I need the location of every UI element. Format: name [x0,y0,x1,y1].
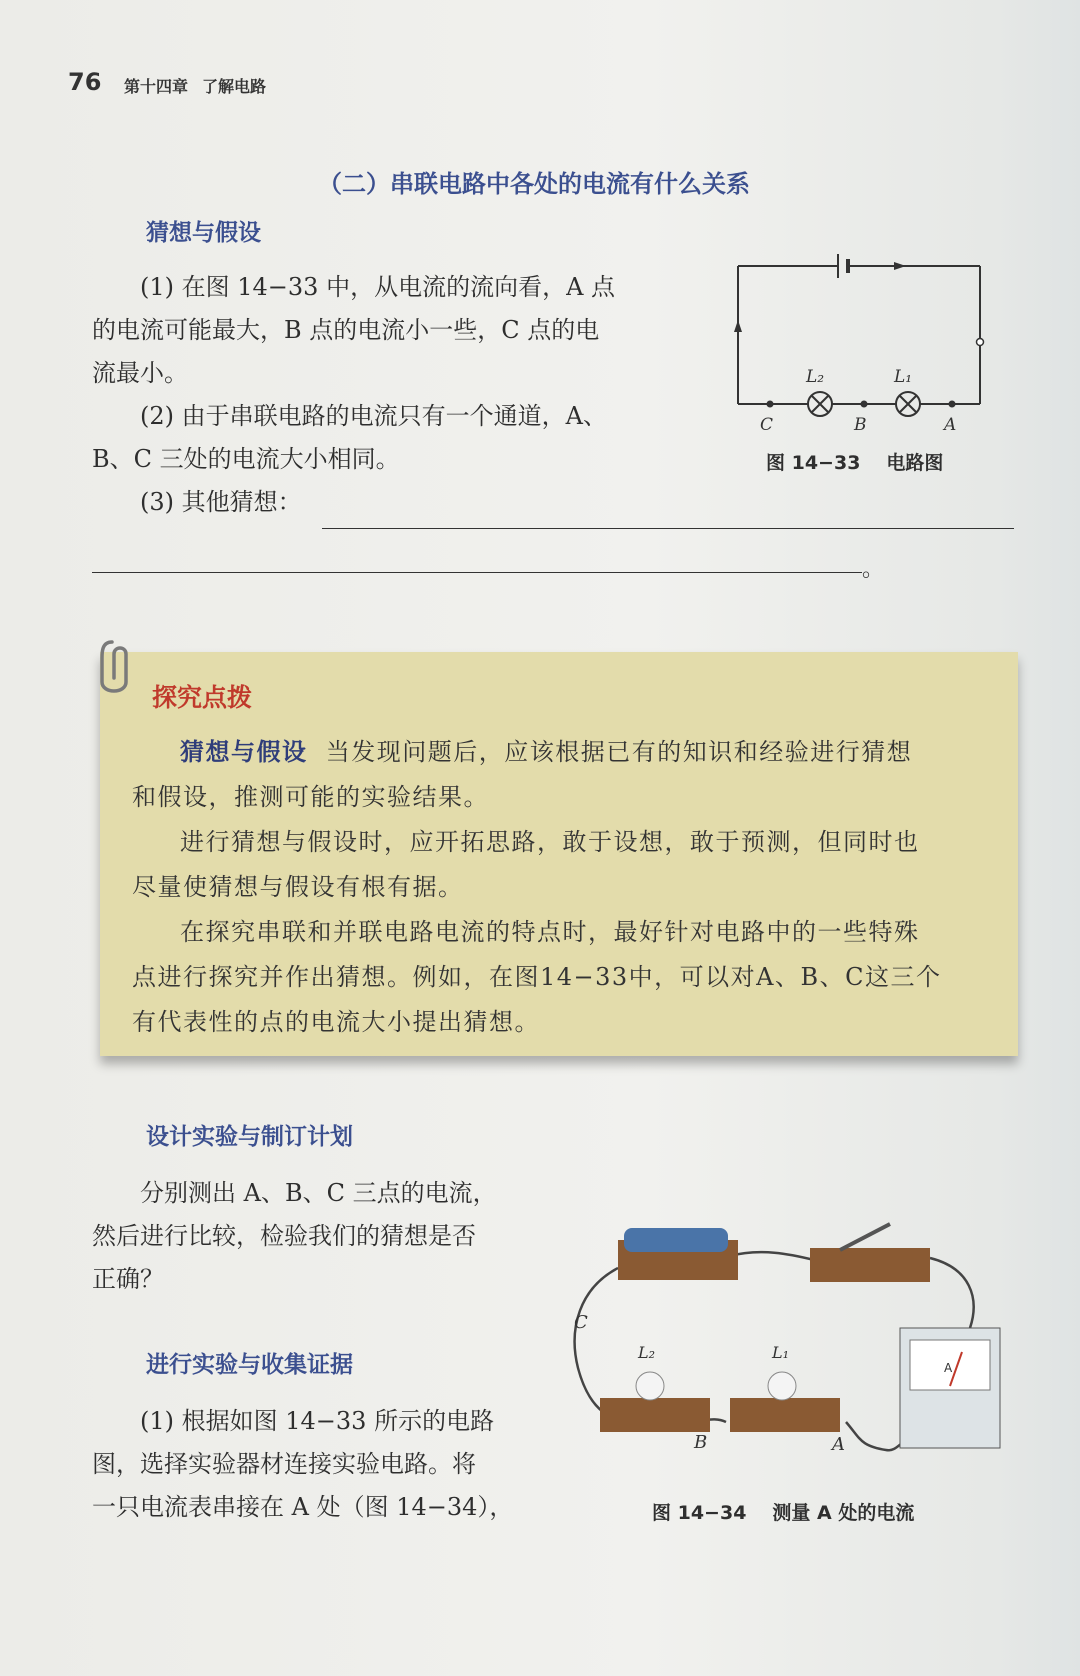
design-line2: 然后进行比较，检验我们的猜想是否 [92,1222,476,1250]
lamp-L2-bulb [636,1372,664,1400]
experiment-heading: 进行实验与收集证据 [146,1352,353,1378]
switch-terminal [977,339,984,346]
photo-label-L2: L₂ [638,1343,656,1362]
tip-body [132,730,992,1045]
design-line3: 正确？ [92,1265,164,1293]
switch-base [810,1248,930,1282]
node-C [767,401,774,408]
tip-p2-line2: 尽量使猜想与假设有根有据。 [132,873,464,901]
lamp-L2-base [600,1398,710,1432]
hypothesis-item3: (3) 其他猜想： [140,488,302,516]
answer-blank-line-2 [92,572,862,573]
tip-p3-line2: 点进行探究并作出猜想。例如，在图14−33中，可以对A、B、C这三个 [132,963,942,991]
switch-lever [840,1224,890,1250]
tip-box [100,652,1018,1056]
tip-p1-line2: 和假设，推测可能的实验结果。 [132,783,489,811]
wire-battery-switch [730,1252,814,1260]
hypothesis-item2-line1: (2) 由于串联电路的电流只有一个通道，A、 [140,402,607,430]
battery-holder [624,1228,728,1252]
photo-label-L1: L₁ [772,1343,790,1362]
hypothesis-item1-line1: (1) 在图 14−33 中，从电流的流向看，A 点 [140,273,616,301]
tip-p2-line1: 进行猜想与假设时，应开拓思路，敢于设想，敢于预测，但同时也 [180,828,920,856]
hypothesis-heading: 猜想与假设 [146,220,261,246]
figure-14-34-title: 测量 A 处的电流 [772,1502,915,1524]
tip-title: 探究点拨 [152,683,253,712]
experiment-line3: 一只电流表串接在 A 处（图 14−34）， [92,1493,514,1521]
design-text [92,1172,552,1301]
photo-label-B: B [694,1432,708,1453]
tip-p3-line3: 有代表性的点的电流大小提出猜想。 [132,1008,540,1036]
figure-14-34-number: 图 14−34 [652,1502,747,1524]
circuit-diagram-14-33 [720,246,1010,436]
lamp-L1-bulb [768,1372,796,1400]
figure-14-33-caption [766,448,969,475]
experiment-line2: 图，选择实验器材连接实验电路。将 [92,1450,476,1478]
label-L2: L₂ [806,367,825,387]
design-line1: 分别测出 A、B、C 三点的电流， [140,1179,497,1207]
apparatus-photo-14-34 [560,1218,1040,1468]
wire-switch-meter [930,1258,974,1328]
current-arrow-top [894,262,906,270]
chapter-header [124,74,280,97]
node-A [949,401,956,408]
lamp-L1-base [730,1398,840,1432]
label-L1: L₁ [894,367,913,387]
hypothesis-text [92,266,652,524]
hypothesis-item1-line3: 流最小。 [92,359,188,387]
paperclip-icon [96,638,142,702]
hypothesis-item1-line2: 的电流可能最大，B 点的电流小一些，C 点的电 [92,316,600,344]
answer-blank-line-1 [322,528,1014,529]
page-number: 76 [68,68,102,96]
end-period: 。 [862,557,885,582]
current-arrow-left [734,320,742,332]
node-B [861,401,868,408]
design-heading: 设计实验与制订计划 [146,1124,353,1150]
tip-lead-term: 猜想与假设 [180,738,308,766]
photo-label-A: A [832,1434,845,1455]
ammeter-label: A [944,1361,953,1375]
tip-p1-line1: 当发现问题后，应该根据已有的知识和经验进行猜想 [325,738,913,766]
label-B: B [854,415,867,435]
figure-14-33-number: 图 14−33 [766,452,861,474]
label-A: A [944,415,957,435]
tip-p3-line1: 在探究串联和并联电路电流的特点时，最好针对电路中的一些特殊 [180,918,920,946]
section-title: （二）串联电路中各处的电流有什么关系 [318,170,750,198]
experiment-line1: (1) 根据如图 14−33 所示的电路 [140,1407,495,1435]
chapter-title: 了解电路 [202,77,267,96]
experiment-text [92,1400,552,1529]
figure-14-34-caption [652,1498,940,1525]
label-C: C [760,415,774,435]
chapter-number: 第十四章 [124,77,189,96]
hypothesis-item2-line2: B、C 三处的电流大小相同。 [92,445,400,473]
figure-14-33-title: 电路图 [886,452,944,474]
photo-label-C: C [574,1312,588,1333]
